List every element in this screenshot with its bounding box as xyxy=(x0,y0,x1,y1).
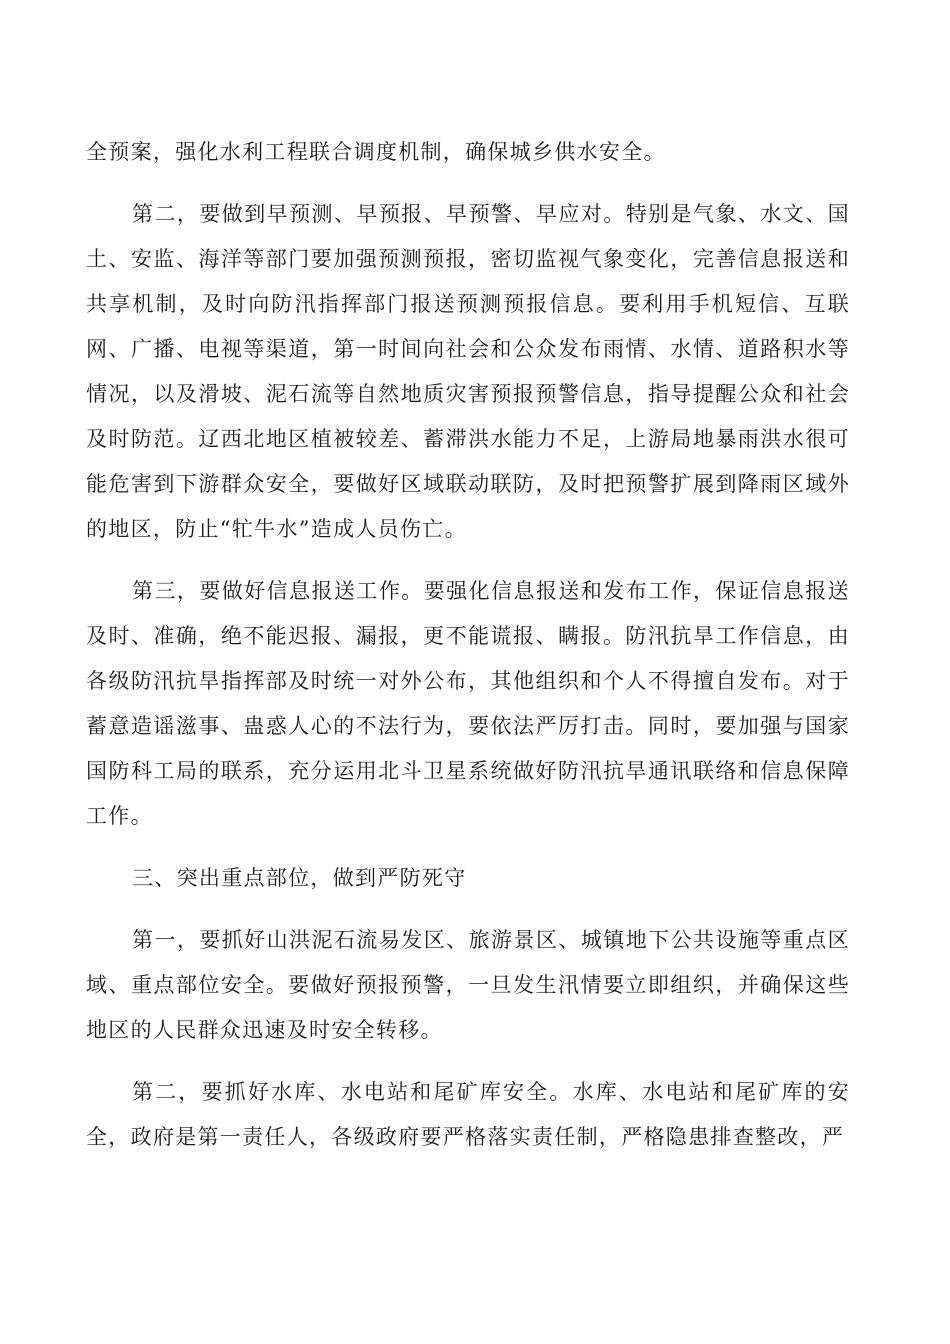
paragraph-early-warning: 第二，要做到早预测、早预报、早预警、早应对。特别是气象、水文、国土、安监、海洋等部门要加强预测预报，密切监视气象变化，完善信息报送和共享机制，及时向防汛指挥部门报送预测预报信息。要利用手机短信、互联网、广播、电视等渠道，第一时间向社会和公众发布雨情、水情、道路积水等情况，以及滑坡、泥石流等自然地质灾害预报预警信息，指导提醒公众和社会及时防范。辽西北地区植被较差、蓄滞洪水能力不足，上游局地暴雨洪水很可能危害到下游群众安全，要做好区域联动联防，及时把预警扩展到降雨区域外的地区，防止“牤牛水”造成人员伤亡。 xyxy=(86,202,850,541)
document-body xyxy=(86,130,850,1177)
paragraph-reservoir-safety: 第二，要抓好水库、水电站和尾矿库安全。水库、水电站和尾矿库的安全，政府是第一责任人，各级政府要严格落实责任制，严格隐患排查整改，严 xyxy=(86,1080,850,1149)
paragraph-key-areas: 第一，要抓好山洪泥石流易发区、旅游景区、城镇地下公共设施等重点区域、重点部位安全。要做好预报预警，一旦发生汛情要立即组织，并确保这些地区的人民群众迅速及时安全转移。 xyxy=(86,928,850,1042)
section-heading: 三、突出重点部位，做到严防死守 xyxy=(132,866,467,890)
paragraph-continuation: 全预案，强化水利工程联合调度机制，确保城乡供水安全。 xyxy=(86,140,666,164)
paragraph-information-reporting: 第三，要做好信息报送工作。要强化信息报送和发布工作，保证信息报送及时、准确，绝不能迟报、漏报，更不能谎报、瞒报。防汛抗旱工作信息，由各级防汛抗旱指挥部及时统一对外公布，其他组织和个人不得擅自发布。对于蓄意造谣滋事、蛊惑人心的不法行为，要依法严厉打击。同时，要加强与国家国防科工局的联系，充分运用北斗卫星系统做好防汛抗旱通讯联络和信息保障工作。 xyxy=(86,579,850,828)
